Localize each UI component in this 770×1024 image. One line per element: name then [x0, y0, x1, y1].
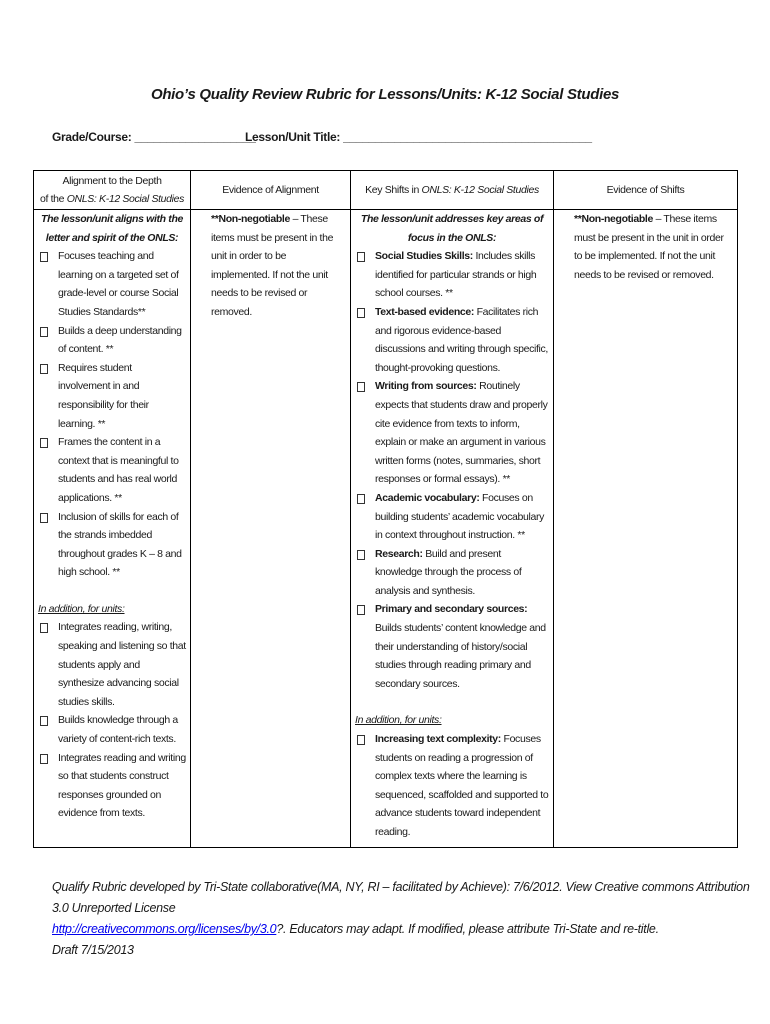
non-negotiable-label: **Non-negotiable [211, 213, 290, 225]
rubric-table [33, 170, 738, 848]
lesson-title-field[interactable] [245, 130, 592, 144]
header-col1-line2a: of the [39, 193, 67, 205]
list-item [355, 377, 549, 489]
criterion-text: Builds a deep understanding of content. ** [58, 324, 182, 356]
grade-course-blank[interactable]: ___________________ [134, 130, 256, 144]
header-key-shifts [351, 171, 554, 210]
list-item [355, 730, 549, 842]
non-negotiable-label: **Non-negotiable [574, 213, 653, 225]
criterion-text: Requires student involvement in and responsibility for their learning. ** [58, 361, 149, 430]
key-shifts-cell [351, 210, 554, 848]
shift-text: Facilitates rich and rigorous evidence-based discussions and writing through specific, thought-provoking questions. [375, 305, 548, 374]
list-item [38, 618, 186, 711]
shift-label: Writing from sources: [375, 380, 477, 393]
list-item [38, 433, 186, 507]
document-title: Ohio’s Quality Review Rubric for Lessons/Units: K-12 Social Studies [150, 86, 620, 103]
header-col3a: Key Shifts in [365, 184, 422, 196]
non-negotiable-text: – These items must be present in the unit in order to be implemented. If not the unit needs to be revised or removed. [574, 213, 724, 281]
checkbox-icon[interactable] [40, 623, 48, 633]
checkbox-icon[interactable] [40, 364, 48, 374]
checkbox-icon[interactable] [40, 438, 48, 448]
list-item [38, 508, 186, 582]
checkbox-icon[interactable] [357, 605, 365, 615]
shift-label: Research: [375, 547, 423, 560]
footer-draft-date: Draft 7/15/2013 [52, 943, 134, 957]
shift-text: Includes skills identified for particular strands or high school courses. ** [375, 250, 537, 300]
header-col1-line2b: ONLS: K-12 Social Studies [66, 193, 185, 205]
list-item [355, 247, 549, 303]
shift-text: Build and present knowledge through the process of analysis and synthesis. [375, 547, 522, 597]
rubric-body-row [34, 210, 738, 848]
criterion-text: Builds knowledge through a variety of content-rich texts. [58, 714, 178, 746]
col3-units-subheading: In addition, for units: [355, 714, 442, 727]
col2-note [211, 210, 342, 322]
col1-units-subheading: In addition, for units: [38, 602, 125, 615]
col3-shifts-list [355, 247, 549, 693]
non-negotiable-text: – These items must be present in the unit in order to be implemented. If not the unit needs to be revised or removed. [211, 213, 334, 318]
col4-note [574, 210, 729, 284]
col3-units-list [355, 730, 549, 842]
criterion-text: Inclusion of skills for each of the strands imbedded throughout grades K – 8 and high school. ** [58, 510, 182, 579]
checkbox-icon[interactable] [357, 735, 365, 745]
lesson-title-label: Lesson/Unit Title: [245, 130, 341, 144]
list-item [38, 359, 186, 433]
list-item [355, 545, 549, 601]
list-item [355, 489, 549, 545]
shift-text: Focuses on building students’ academic vocabulary in context throughout instruction. ** [375, 491, 544, 542]
criterion-text: Focuses teaching and learning on a targeted set of grade-level or course Social Studies Standards** [58, 250, 179, 318]
checkbox-icon[interactable] [357, 308, 365, 318]
license-link[interactable]: http://creativecommons.org/licenses/by/3.0 [52, 922, 277, 936]
col1-units-list [38, 618, 186, 823]
list-item [38, 247, 186, 321]
checkbox-icon[interactable] [40, 716, 48, 726]
list-item [38, 749, 186, 823]
list-item [355, 303, 549, 377]
footer-credits [52, 877, 752, 961]
checkbox-icon[interactable] [357, 550, 365, 560]
criterion-text: Frames the content in a context that is meaningful to students and has real world applications. ** [58, 436, 179, 504]
col1-criteria-list [38, 247, 186, 582]
evidence-shifts-cell[interactable] [554, 210, 738, 848]
footer-line2-rest: ?. Educators may adapt. If modified, please attribute Tri-State and re-title. [276, 922, 659, 936]
checkbox-icon[interactable] [357, 252, 365, 262]
checkbox-icon[interactable] [40, 327, 48, 337]
shift-label: Text-based evidence: [375, 305, 475, 318]
grade-course-label: Grade/Course: [52, 130, 132, 144]
criterion-text: Integrates reading, writing, speaking and listening so that students apply and synthesize advancing social studies skills. [58, 621, 186, 708]
shift-text: Builds students’ content knowledge and their understanding of history/social studies through reading primary and secondary sources. [375, 622, 546, 690]
evidence-alignment-cell[interactable] [191, 210, 351, 848]
checkbox-icon[interactable] [40, 513, 48, 523]
grade-course-field[interactable] [52, 130, 256, 144]
shift-label: Social Studies Skills: [375, 250, 473, 263]
header-alignment-depth [34, 171, 191, 210]
header-col3b: ONLS: K-12 Social Studies [421, 184, 539, 196]
footer-line2 [52, 919, 752, 940]
shift-label: Increasing text complexity: [375, 733, 501, 746]
rubric-header-row [34, 171, 738, 210]
header-col1-line1: Alignment to the Depth [62, 175, 162, 187]
col3-lead: The lesson/unit addresses key areas of focus in the ONLS: [360, 213, 544, 244]
shift-label: Primary and secondary sources: [375, 603, 528, 616]
header-col2-label: Evidence of Alignment [222, 184, 319, 196]
list-item [38, 322, 186, 359]
lesson-title-blank[interactable]: _______________________________________ [343, 130, 592, 144]
checkbox-icon[interactable] [40, 252, 48, 262]
shift-text: Routinely expects that students draw and properly cite evidence from texts to inform, explain or make an argument in various written forms (notes, summaries, short responses or formal essays). ** [375, 380, 548, 486]
shift-text: Focuses students on reading a progression of complex texts where the learning is sequenced, scaffolded and supported to advance students toward independent reading. [375, 733, 549, 838]
checkbox-icon[interactable] [40, 754, 48, 764]
checkbox-icon[interactable] [357, 382, 365, 392]
checkbox-icon[interactable] [357, 494, 365, 504]
col1-lead: The lesson/unit aligns with the letter and spirit of the ONLS: [41, 213, 183, 244]
criterion-text: Integrates reading and writing so that students construct responses grounded on evidence from texts. [58, 751, 186, 820]
list-item [355, 600, 549, 693]
footer-line1: Qualify Rubric developed by Tri-State collaborative(MA, NY, RI – facilitated by Achieve): 7/6/2012. View Creative commons Attribution 3.0 Unreported License [52, 880, 750, 915]
alignment-criteria-cell [34, 210, 191, 848]
header-evidence-shifts [554, 171, 738, 210]
list-item [38, 711, 186, 748]
header-evidence-alignment [191, 171, 351, 210]
header-col4-label: Evidence of Shifts [606, 184, 685, 196]
shift-label: Academic vocabulary: [375, 491, 480, 504]
